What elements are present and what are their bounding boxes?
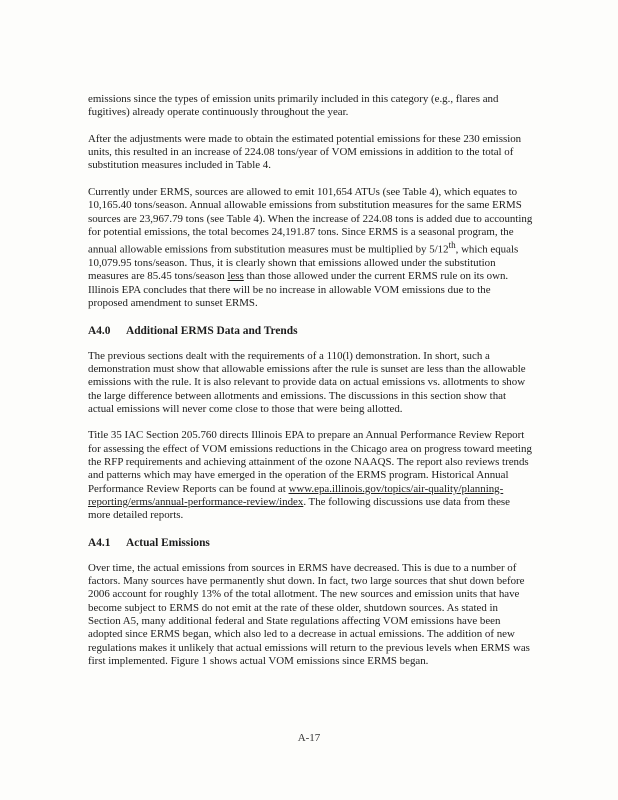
paragraph-erms-allowances-part-c: than those allowed under the current ERMS rule on its own. Illinois EPA concludes that there will be no increase in allowable VOM emissions due to the proposed amendment to sunset ERMS.	[88, 270, 509, 310]
superscript-th: th	[448, 240, 456, 251]
apr-reports-link[interactable]: www.epa.illinois.gov/topics/air-quality/planning-reporting/erms/annual-performance-review/index	[88, 482, 504, 508]
page-number: A-17	[297, 732, 321, 744]
section-heading-a4-0	[88, 324, 533, 338]
paragraph-apr-part-b: . The following discussions use data from these more detailed reports.	[88, 495, 511, 522]
paragraph-annual-performance-review	[88, 429, 533, 522]
paragraph-apr-part-a: Title 35 IAC Section 205.760 directs Illinois EPA to prepare an Annual Performance Review Report for assessing the effect of VOM emissions reductions in the Chicago area on progress toward meeting the RFP requirements and achieving attainment of the ozone NAAQS. The report also reviews trends and patterns which may have emerged in the operation of the ERMS program. Historical Annual Performance Review Reports can be found at	[88, 429, 532, 495]
document-body	[88, 93, 533, 682]
paragraph-erms-allowances	[88, 186, 533, 310]
section-number: A4.0	[88, 324, 111, 337]
section-title: Additional ERMS Data and Trends	[126, 324, 298, 337]
section-title: Actual Emissions	[126, 536, 210, 549]
paragraph-erms-allowances-part-b: , which equals 10,079.95 tons/season. Thus, it is clearly shown that emissions allowed under the substitution measures are 85.45 tons/season	[88, 243, 519, 283]
paragraph-erms-allowances-part-a: Currently under ERMS, sources are allowed to emit 101,654 ATUs (see Table 4), which equates to 10,165.40 tons/season. Annual allowable emissions from substitution measures for the same ERMS sources are 23,967.79 tons (see Table 4). When the increase of 224.08 tons is added due to accounting for potential emissions, the total becomes 24,191.87 tons. Since ERMS is a seasonal program, the annual allowable emissions from substitution measures must be multiplied by 5/12	[88, 186, 533, 256]
section-number: A4.1	[88, 536, 111, 549]
paragraph-actual-emissions: Over time, the actual emissions from sources in ERMS have decreased. This is due to a number of factors. Many sources have permanently shut down. In fact, two large sources that shut down before 2006 account for roughly 13% of the total allotment. The new sources and emission units that have become subject to ERMS do not emit at the rate of these older, shutdown sources. As stated in Section A5, many additional federal and State regulations affecting VOM emissions have been adopted since ERMS began, which also led to a decrease in actual emissions. The addition of new regulations makes it unlikely that actual emissions will return to the previous levels when ERMS was first implemented. Figure 1 shows actual VOM emissions since ERMS began.	[88, 561, 530, 667]
paragraph-adjustments: After the adjustments were made to obtain the estimated potential emissions for these 230 emission units, this resulted in an increase of 224.08 tons/year of VOM emissions in addition to the total of substitution measures included in Table 4.	[88, 132, 522, 172]
underlined-less: less	[227, 270, 244, 283]
paragraph-110l-demonstration: The previous sections dealt with the requirements of a 110(l) demonstration. In short, such a demonstration must show that allowable emissions after the rule is sunset are less than the allowable emissions with the rule. It is also relevant to provide data on actual emissions vs. allotments to show the large difference between allotments and emissions. The discussions in this section show that actual emissions will never come close to those that were being allotted.	[88, 349, 526, 415]
section-heading-a4-1	[88, 536, 533, 550]
paragraph-emissions-continuous: emissions since the types of emission units primarily included in this category (e.g., flares and fugitives) already operate continuously throughout the year.	[88, 93, 499, 119]
